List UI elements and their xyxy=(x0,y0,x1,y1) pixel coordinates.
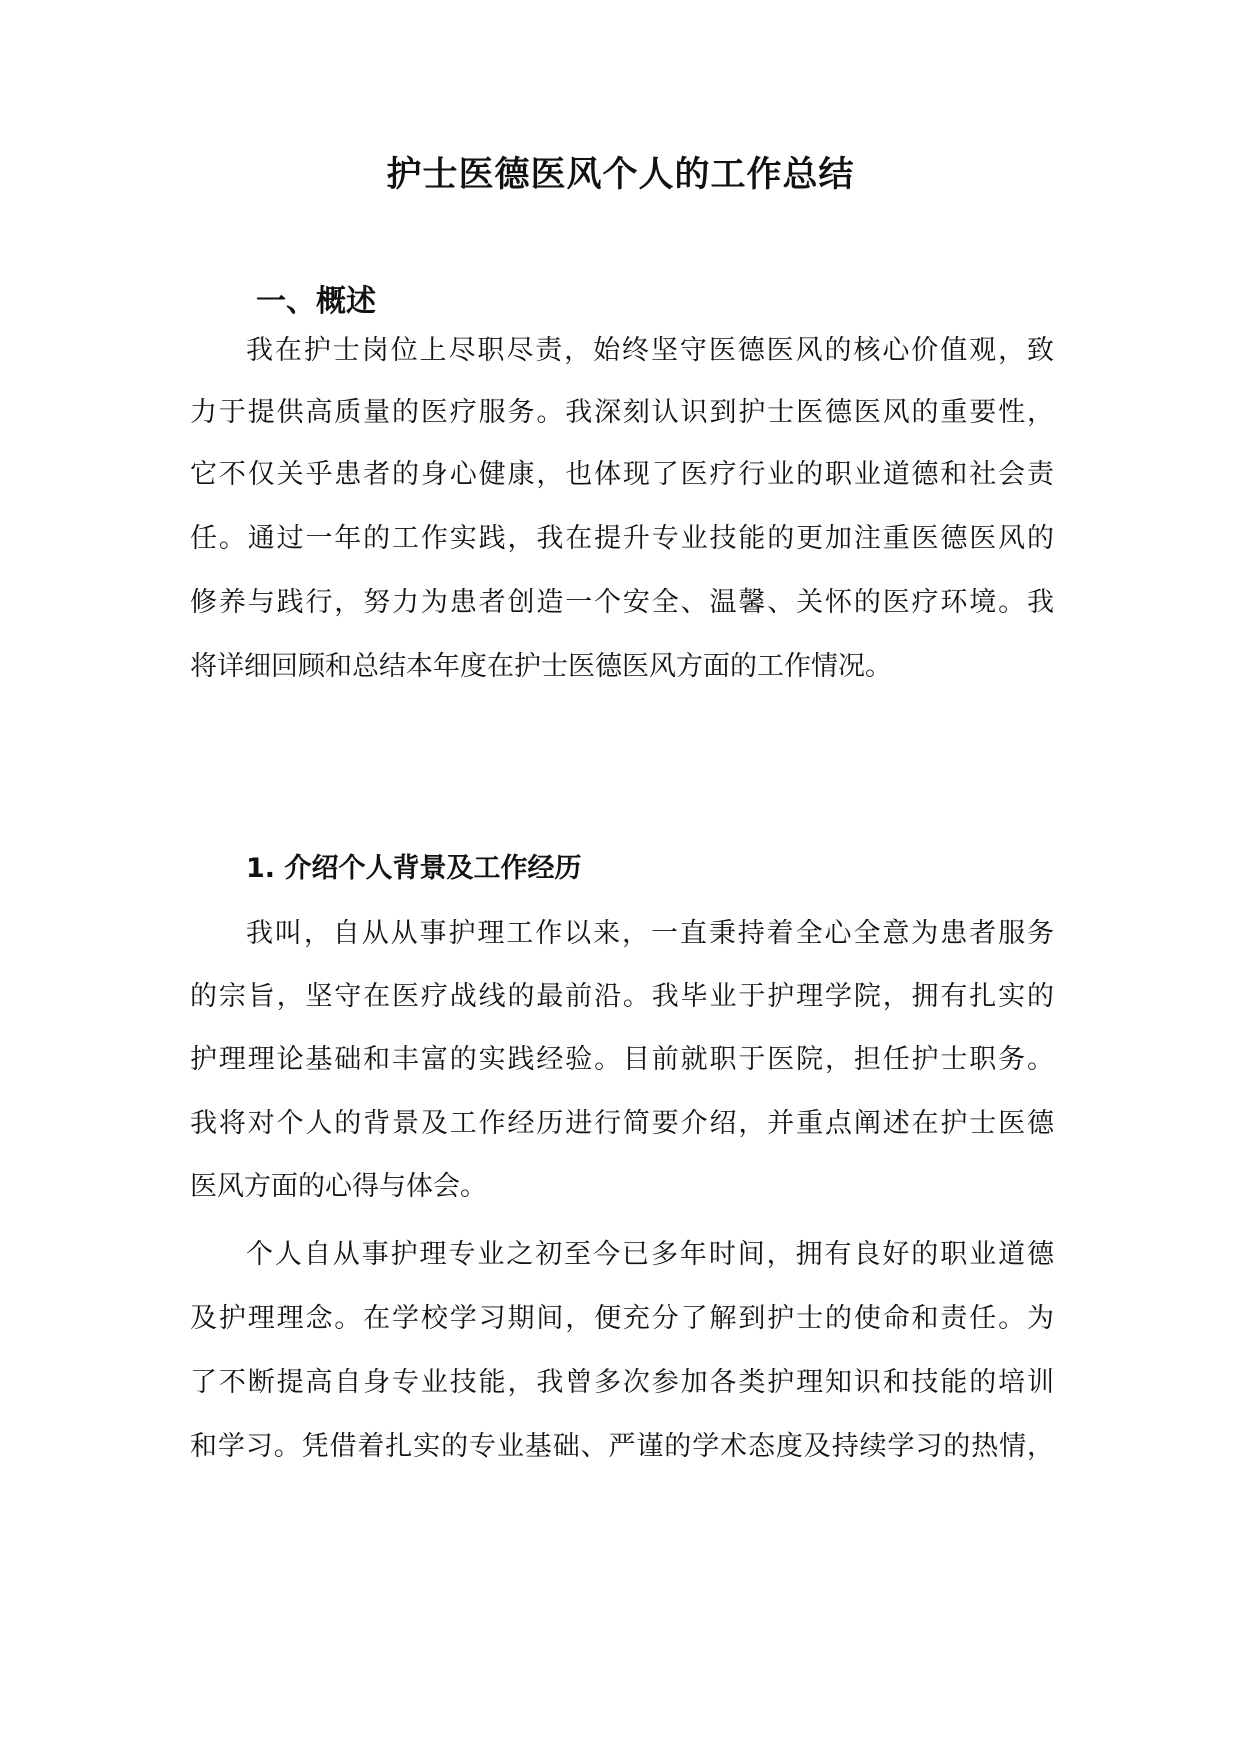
paragraph-line: 任。通过一年的工作实践，我在提升专业技能的更加注重医德医风的 xyxy=(190,523,1054,554)
paragraph-line: 个人自从事护理专业之初至今已多年时间，拥有良好的职业道德 xyxy=(246,1239,1054,1270)
document-title: 护士医德医风个人的工作总结 xyxy=(386,155,855,195)
paragraph-line: 护理理论基础和丰富的实践经验。目前就职于医院，担任护士职务。 xyxy=(190,1044,1054,1075)
paragraph-line: 我将对个人的背景及工作经历进行简要介绍，并重点阐述在护士医德 xyxy=(190,1108,1054,1139)
paragraph-line: 修养与践行，努力为患者创造一个安全、温馨、关怀的医疗环境。我 xyxy=(190,587,1054,618)
paragraph-line: 它不仅关乎患者的身心健康，也体现了医疗行业的职业道德和社会责 xyxy=(190,459,1054,490)
paragraph-line: 力于提供高质量的医疗服务。我深刻认识到护士医德医风的重要性， xyxy=(190,397,1054,428)
paragraph-line: 医风方面的心得与体会。 xyxy=(190,1171,487,1202)
paragraph-line: 将详细回顾和总结本年度在护士医德医风方面的工作情况。 xyxy=(190,651,892,682)
paragraph-line: 我叫，自从从事护理工作以来，一直秉持着全心全意为患者服务 xyxy=(246,918,1054,949)
paragraph-line: 我在护士岗位上尽职尽责，始终坚守医德医风的核心价值观，致 xyxy=(246,335,1054,366)
paragraph-line: 及护理理念。在学校学习期间，便充分了解到护士的使命和责任。为 xyxy=(190,1303,1054,1334)
subsection-heading-background: 1. 介绍个人背景及工作经历 xyxy=(246,853,582,884)
paragraph-line: 了不断提高自身专业技能，我曾多次参加各类护理知识和技能的培训 xyxy=(190,1367,1054,1398)
paragraph-line: 和学习。凭借着扎实的专业基础、严谨的学术态度及持续学习的热情， xyxy=(190,1431,1054,1462)
section-heading-overview: 一、概述 xyxy=(256,284,376,319)
paragraph-line: 的宗旨，坚守在医疗战线的最前沿。我毕业于护理学院，拥有扎实的 xyxy=(190,981,1054,1012)
